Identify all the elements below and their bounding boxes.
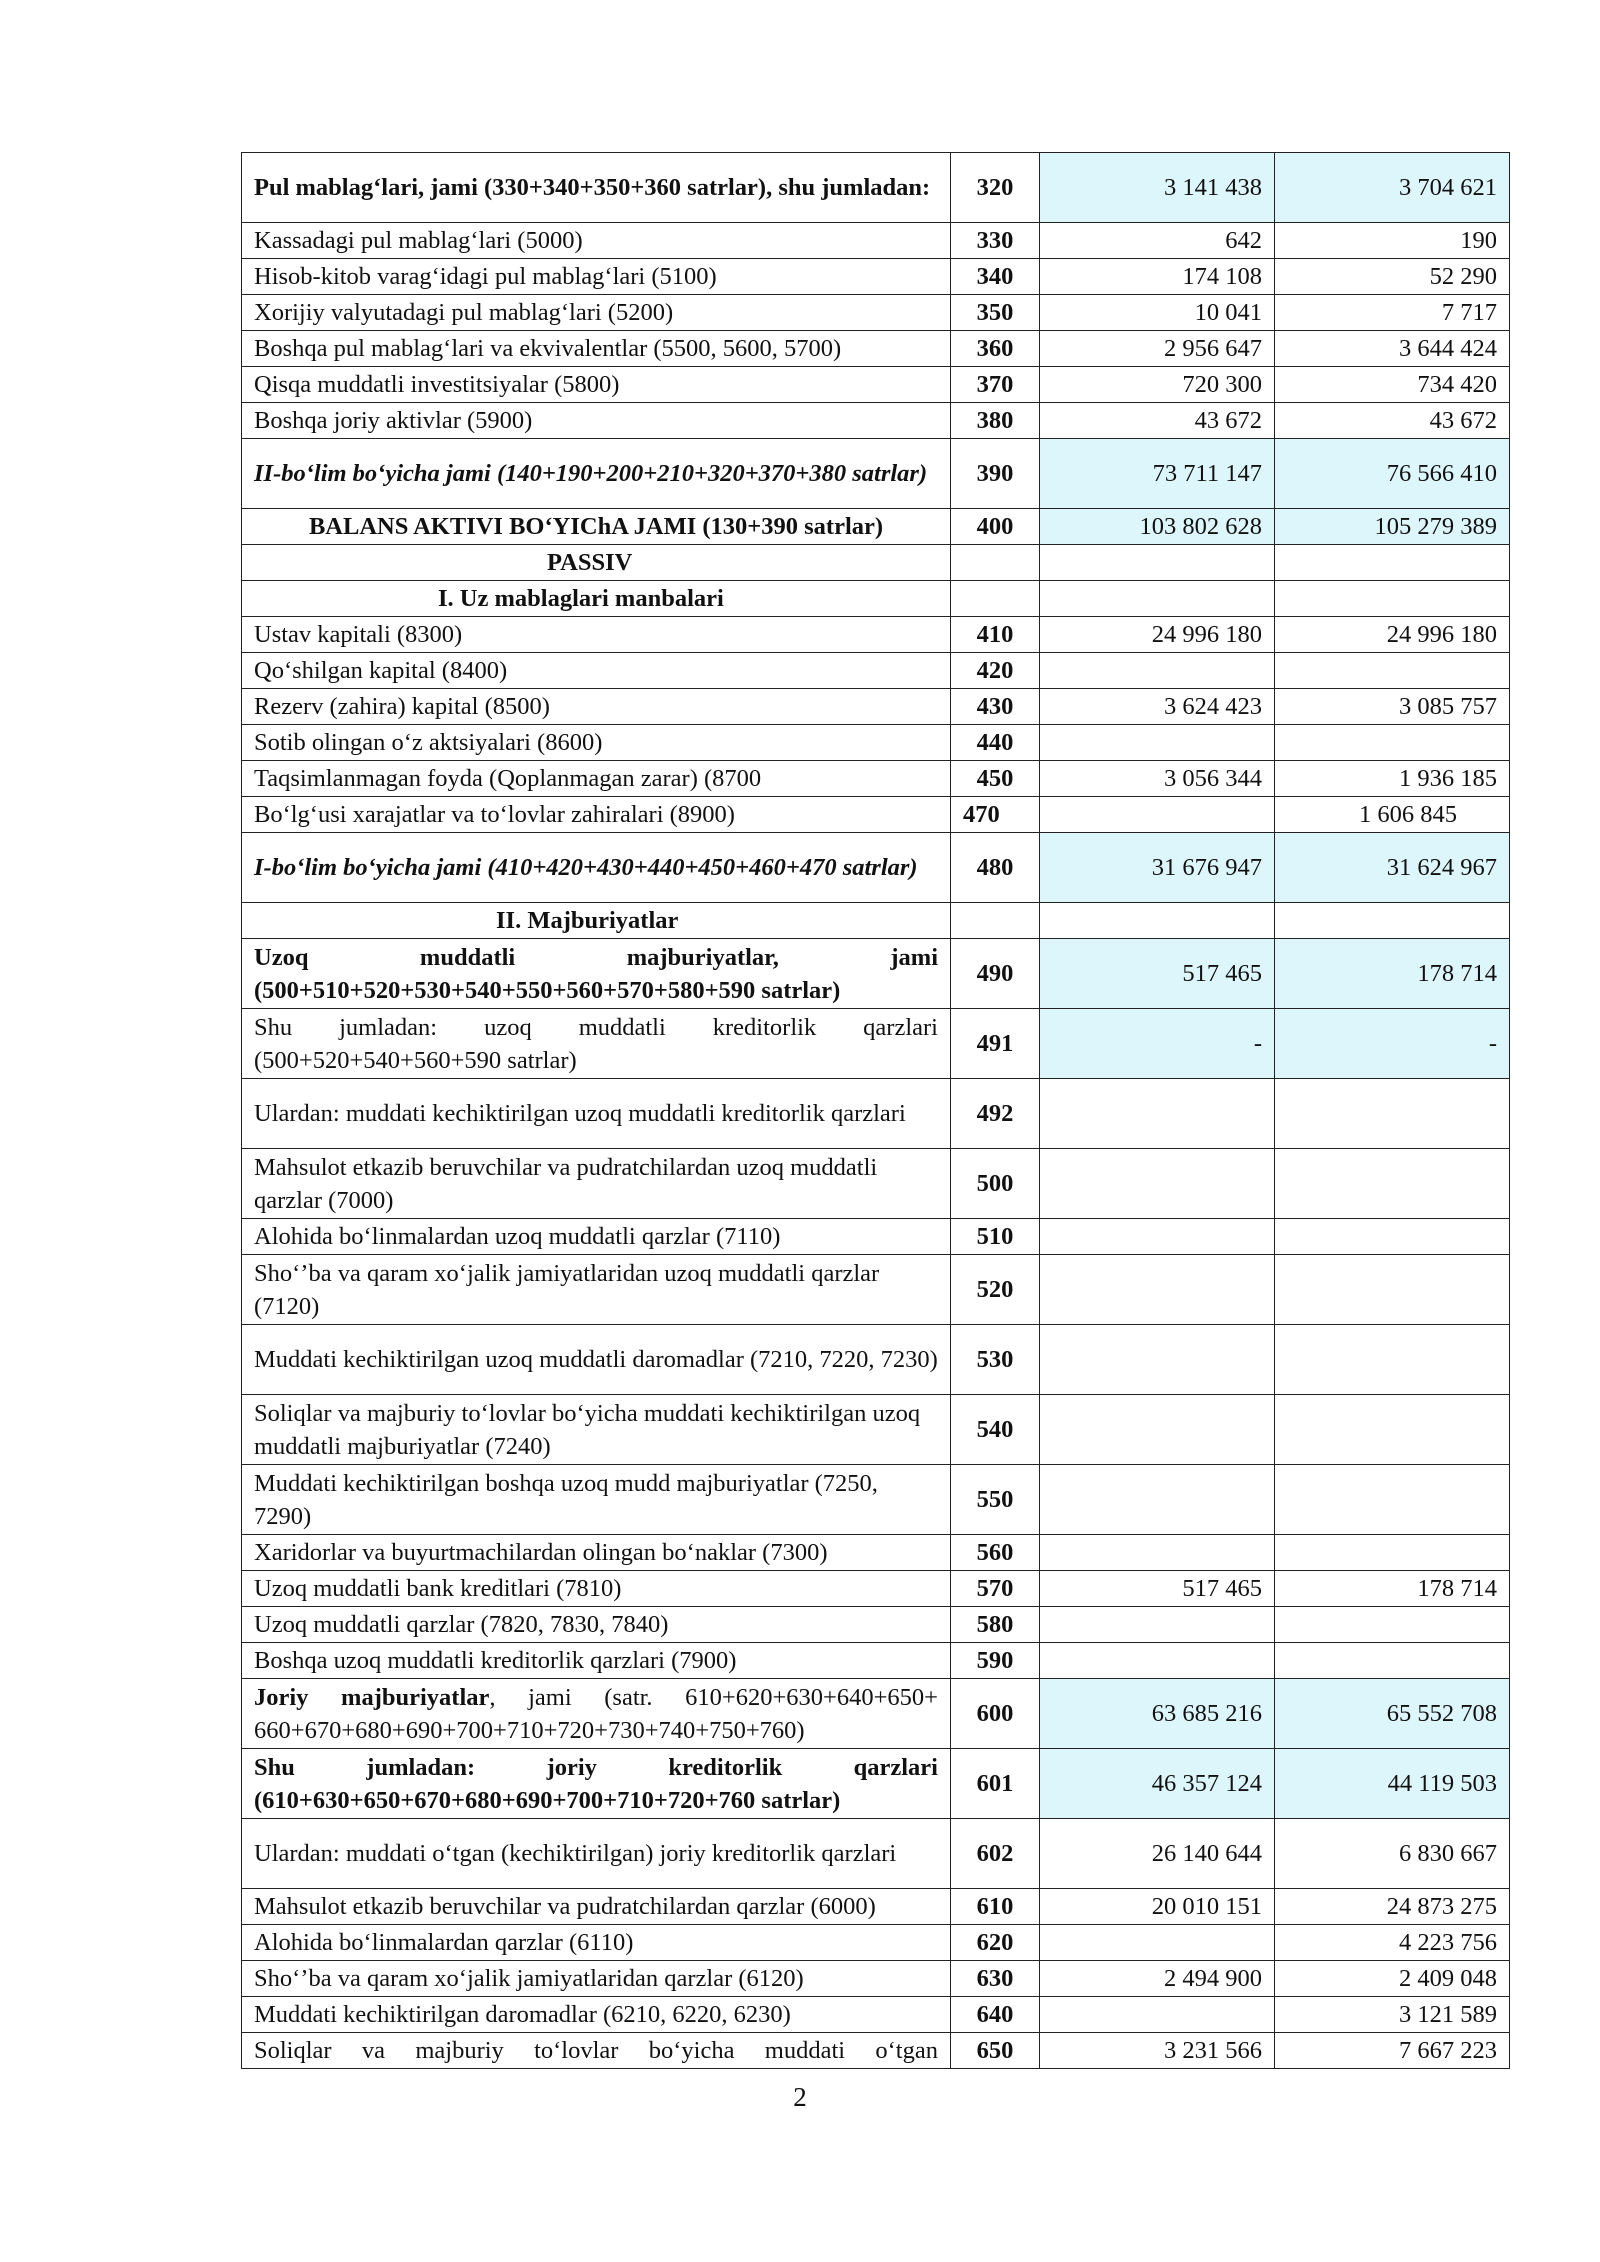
value-period-end: - (1275, 1009, 1510, 1079)
value-period-end: 24 996 180 (1275, 617, 1510, 653)
value-period-end: 65 552 708 (1275, 1679, 1510, 1749)
row-description: Uzoq muddatli bank kreditlari (7810) (242, 1571, 951, 1607)
row-description: Xorijiy valyutadagi pul mablag‘lari (5200) (242, 295, 951, 331)
table-row (242, 2033, 1510, 2069)
value-period-start: 517 465 (1040, 1571, 1275, 1607)
value-period-start: 43 672 (1040, 403, 1275, 439)
value-period-end: 178 714 (1275, 1571, 1510, 1607)
row-code: 520 (951, 1255, 1040, 1325)
row-code: 540 (951, 1395, 1040, 1465)
row-description: Taqsimlanmagan foyda (Qoplanmagan zarar) (8700 (242, 761, 951, 797)
value-period-end: 3 704 621 (1275, 153, 1510, 223)
value-period-start: 46 357 124 (1040, 1749, 1275, 1819)
row-description: Qisqa muddatli investitsiyalar (5800) (242, 367, 951, 403)
value-period-end (1275, 725, 1510, 761)
balance-sheet-table (241, 152, 1510, 2069)
row-description: Uzoq muddatli qarzlar (7820, 7830, 7840) (242, 1607, 951, 1643)
table-row (242, 761, 1510, 797)
row-code: 610 (951, 1889, 1040, 1925)
row-description: Boshqa pul mablag‘lari va ekvivalentlar (5500, 5600, 5700) (242, 331, 951, 367)
table-row (242, 653, 1510, 689)
table-row (242, 1925, 1510, 1961)
row-description: Muddati kechiktirilgan daromadlar (6210, 6220, 6230) (242, 1997, 951, 2033)
value-period-start (1040, 581, 1275, 617)
row-code: 600 (951, 1679, 1040, 1749)
row-description: Soliqlar va majburiy to‘lovlar bo‘yicha muddati o‘tgan (242, 2033, 951, 2069)
row-description: BALANS AKTIVI BO‘YIChA JAMI (130+390 satrlar) (242, 509, 951, 545)
value-period-end: 2 409 048 (1275, 1961, 1510, 1997)
value-period-end: 1 936 185 (1275, 761, 1510, 797)
value-period-end: 3 085 757 (1275, 689, 1510, 725)
row-code (951, 903, 1040, 939)
value-period-start: 26 140 644 (1040, 1819, 1275, 1889)
table-row (242, 1219, 1510, 1255)
value-period-end (1275, 1219, 1510, 1255)
row-code: 360 (951, 331, 1040, 367)
row-description: Shu jumladan: uzoq muddatli kreditorlik qarzlari (500+520+540+560+590 satrlar) (242, 1009, 951, 1079)
row-description: Rezerv (zahira) kapital (8500) (242, 689, 951, 725)
row-description: Xaridorlar va buyurtmachilardan olingan bo‘naklar (7300) (242, 1535, 951, 1571)
row-code: 380 (951, 403, 1040, 439)
row-description: Qo‘shilgan kapital (8400) (242, 653, 951, 689)
value-period-start: 642 (1040, 223, 1275, 259)
value-period-start: 10 041 (1040, 295, 1275, 331)
value-period-start (1040, 1465, 1275, 1535)
value-period-start: - (1040, 1009, 1275, 1079)
value-period-end: 4 223 756 (1275, 1925, 1510, 1961)
table-row (242, 1889, 1510, 1925)
table-row (242, 797, 1510, 833)
row-code: 430 (951, 689, 1040, 725)
value-period-end: 1 606 845 (1275, 797, 1510, 833)
table-row (242, 545, 1510, 581)
value-period-start: 2 956 647 (1040, 331, 1275, 367)
row-code: 440 (951, 725, 1040, 761)
value-period-end: 7 717 (1275, 295, 1510, 331)
table-row (242, 725, 1510, 761)
value-period-start (1040, 1607, 1275, 1643)
value-period-start: 517 465 (1040, 939, 1275, 1009)
value-period-start: 73 711 147 (1040, 439, 1275, 509)
value-period-end: 178 714 (1275, 939, 1510, 1009)
row-code: 491 (951, 1009, 1040, 1079)
row-description: Mahsulot etkazib beruvchilar va pudratchilardan qarzlar (6000) (242, 1889, 951, 1925)
value-period-start (1040, 1643, 1275, 1679)
row-code: 601 (951, 1749, 1040, 1819)
row-code: 620 (951, 1925, 1040, 1961)
value-period-start (1040, 1997, 1275, 2033)
row-description: Pul mablag‘lari, jami (330+340+350+360 satrlar), shu jumladan: (242, 153, 951, 223)
value-period-start (1040, 797, 1275, 833)
value-period-start (1040, 1395, 1275, 1465)
row-description: I-bo‘lim bo‘yicha jami (410+420+430+440+450+460+470 satrlar) (242, 833, 951, 903)
value-period-start (1040, 1325, 1275, 1395)
value-period-end (1275, 581, 1510, 617)
row-code: 480 (951, 833, 1040, 903)
value-period-end (1275, 1079, 1510, 1149)
table-row (242, 1749, 1510, 1819)
value-period-end (1275, 1535, 1510, 1571)
table-row (242, 903, 1510, 939)
value-period-start: 31 676 947 (1040, 833, 1275, 903)
row-code: 340 (951, 259, 1040, 295)
value-period-start (1040, 1219, 1275, 1255)
table-row (242, 223, 1510, 259)
row-code: 330 (951, 223, 1040, 259)
balance-sheet-body (242, 153, 1510, 2069)
value-period-start (1040, 1255, 1275, 1325)
value-period-start (1040, 1149, 1275, 1219)
row-description: Soliqlar va majburiy to‘lovlar bo‘yicha muddati kechiktirilgan uzoq muddatli majburiyatlar (7240) (242, 1395, 951, 1465)
table-row (242, 581, 1510, 617)
table-row (242, 1465, 1510, 1535)
row-description: Sotib olingan o‘z aktsiyalari (8600) (242, 725, 951, 761)
table-row (242, 1571, 1510, 1607)
row-description: Ulardan: muddati kechiktirilgan uzoq muddatli kreditorlik qarzlari (242, 1079, 951, 1149)
value-period-end: 76 566 410 (1275, 439, 1510, 509)
row-code: 510 (951, 1219, 1040, 1255)
table-row (242, 1679, 1510, 1749)
value-period-start: 2 494 900 (1040, 1961, 1275, 1997)
value-period-end (1275, 1395, 1510, 1465)
row-code: 420 (951, 653, 1040, 689)
value-period-end: 7 667 223 (1275, 2033, 1510, 2069)
row-code: 500 (951, 1149, 1040, 1219)
value-period-start (1040, 1925, 1275, 1961)
row-code: 370 (951, 367, 1040, 403)
row-description: Joriy majburiyatlar, jami (satr. 610+620+630+640+650+ 660+670+680+690+700+710+720+730+740+750+760) (242, 1679, 951, 1749)
table-row (242, 1961, 1510, 1997)
row-description: Hisob-kitob varag‘idagi pul mablag‘lari (5100) (242, 259, 951, 295)
value-period-end: 734 420 (1275, 367, 1510, 403)
value-period-end: 31 624 967 (1275, 833, 1510, 903)
row-description: Bo‘lg‘usi xarajatlar va to‘lovlar zahiralari (8900) (242, 797, 951, 833)
row-code: 650 (951, 2033, 1040, 2069)
value-period-start: 3 056 344 (1040, 761, 1275, 797)
value-period-end (1275, 1149, 1510, 1219)
value-period-end: 105 279 389 (1275, 509, 1510, 545)
row-description: Mahsulot etkazib beruvchilar va pudratchilardan uzoq muddatli qarzlar (7000) (242, 1149, 951, 1219)
table-row (242, 939, 1510, 1009)
row-description: Sho‘’ba va qaram xo‘jalik jamiyatlaridan uzoq muddatli qarzlar (7120) (242, 1255, 951, 1325)
value-period-end (1275, 903, 1510, 939)
value-period-end (1275, 1607, 1510, 1643)
table-row (242, 439, 1510, 509)
table-row (242, 1149, 1510, 1219)
value-period-end (1275, 653, 1510, 689)
table-row (242, 331, 1510, 367)
row-code: 390 (951, 439, 1040, 509)
table-row (242, 1535, 1510, 1571)
row-code: 470 (951, 797, 1040, 833)
row-code: 640 (951, 1997, 1040, 2033)
row-code: 570 (951, 1571, 1040, 1607)
table-row (242, 1325, 1510, 1395)
row-code: 492 (951, 1079, 1040, 1149)
row-code: 530 (951, 1325, 1040, 1395)
row-code: 630 (951, 1961, 1040, 1997)
value-period-start: 720 300 (1040, 367, 1275, 403)
value-period-start: 3 624 423 (1040, 689, 1275, 725)
value-period-start (1040, 1079, 1275, 1149)
row-description: Boshqa uzoq muddatli kreditorlik qarzlari (7900) (242, 1643, 951, 1679)
page-number: 2 (793, 2082, 807, 2112)
row-code: 410 (951, 617, 1040, 653)
row-description: Alohida bo‘linmalardan uzoq muddatli qarzlar (7110) (242, 1219, 951, 1255)
value-period-start: 174 108 (1040, 259, 1275, 295)
value-period-start: 20 010 151 (1040, 1889, 1275, 1925)
row-description: Ustav kapitali (8300) (242, 617, 951, 653)
table-row (242, 1607, 1510, 1643)
table-row (242, 1009, 1510, 1079)
table-row (242, 295, 1510, 331)
value-period-end (1275, 1255, 1510, 1325)
table-row (242, 689, 1510, 725)
row-code (951, 581, 1040, 617)
value-period-end (1275, 1325, 1510, 1395)
row-description: Boshqa joriy aktivlar (5900) (242, 403, 951, 439)
row-code: 550 (951, 1465, 1040, 1535)
row-description: Muddati kechiktirilgan uzoq muddatli daromadlar (7210, 7220, 7230) (242, 1325, 951, 1395)
value-period-start (1040, 725, 1275, 761)
row-code: 560 (951, 1535, 1040, 1571)
value-period-end: 52 290 (1275, 259, 1510, 295)
row-description: Muddati kechiktirilgan boshqa uzoq mudd majburiyatlar (7250, 7290) (242, 1465, 951, 1535)
value-period-start: 103 802 628 (1040, 509, 1275, 545)
row-code: 320 (951, 153, 1040, 223)
row-description: Uzoq muddatli majburiyatlar, jami (500+510+520+530+540+550+560+570+580+590 satrlar) (242, 939, 951, 1009)
value-period-end: 44 119 503 (1275, 1749, 1510, 1819)
table-row (242, 509, 1510, 545)
value-period-end: 3 644 424 (1275, 331, 1510, 367)
table-row (242, 153, 1510, 223)
table-row (242, 1643, 1510, 1679)
value-period-end (1275, 1465, 1510, 1535)
value-period-start (1040, 903, 1275, 939)
row-description: I. Uz mablaglari manbalari (242, 581, 951, 617)
row-description: Ulardan: muddati o‘tgan (kechiktirilgan) joriy kreditorlik qarzlari (242, 1819, 951, 1889)
value-period-start (1040, 1535, 1275, 1571)
table-row (242, 1255, 1510, 1325)
value-period-start: 3 231 566 (1040, 2033, 1275, 2069)
value-period-start: 63 685 216 (1040, 1679, 1275, 1749)
row-code: 350 (951, 295, 1040, 331)
row-description: II-bo‘lim bo‘yicha jami (140+190+200+210+320+370+380 satrlar) (242, 439, 951, 509)
value-period-end (1275, 1643, 1510, 1679)
value-period-start (1040, 653, 1275, 689)
value-period-end: 3 121 589 (1275, 1997, 1510, 2033)
row-code: 590 (951, 1643, 1040, 1679)
row-code: 450 (951, 761, 1040, 797)
table-row (242, 617, 1510, 653)
row-code: 490 (951, 939, 1040, 1009)
row-description: II. Majburiyatlar (242, 903, 951, 939)
table-row (242, 1395, 1510, 1465)
row-code: 602 (951, 1819, 1040, 1889)
row-description: Kassadagi pul mablag‘lari (5000) (242, 223, 951, 259)
table-row (242, 833, 1510, 903)
value-period-end: 43 672 (1275, 403, 1510, 439)
row-description: Sho‘’ba va qaram xo‘jalik jamiyatlaridan qarzlar (6120) (242, 1961, 951, 1997)
value-period-end (1275, 545, 1510, 581)
table-row (242, 259, 1510, 295)
table-row (242, 1819, 1510, 1889)
row-code: 400 (951, 509, 1040, 545)
value-period-start (1040, 545, 1275, 581)
value-period-end: 6 830 667 (1275, 1819, 1510, 1889)
row-code (951, 545, 1040, 581)
table-row (242, 403, 1510, 439)
table-row (242, 367, 1510, 403)
value-period-start: 3 141 438 (1040, 153, 1275, 223)
value-period-start: 24 996 180 (1040, 617, 1275, 653)
table-row (242, 1079, 1510, 1149)
row-description: Shu jumladan: joriy kreditorlik qarzlari (610+630+650+670+680+690+700+710+720+760 satrlar) (242, 1749, 951, 1819)
row-description: PASSIV (242, 545, 951, 581)
value-period-end: 24 873 275 (1275, 1889, 1510, 1925)
row-description: Alohida bo‘linmalardan qarzlar (6110) (242, 1925, 951, 1961)
table-row (242, 1997, 1510, 2033)
row-code: 580 (951, 1607, 1040, 1643)
value-period-end: 190 (1275, 223, 1510, 259)
